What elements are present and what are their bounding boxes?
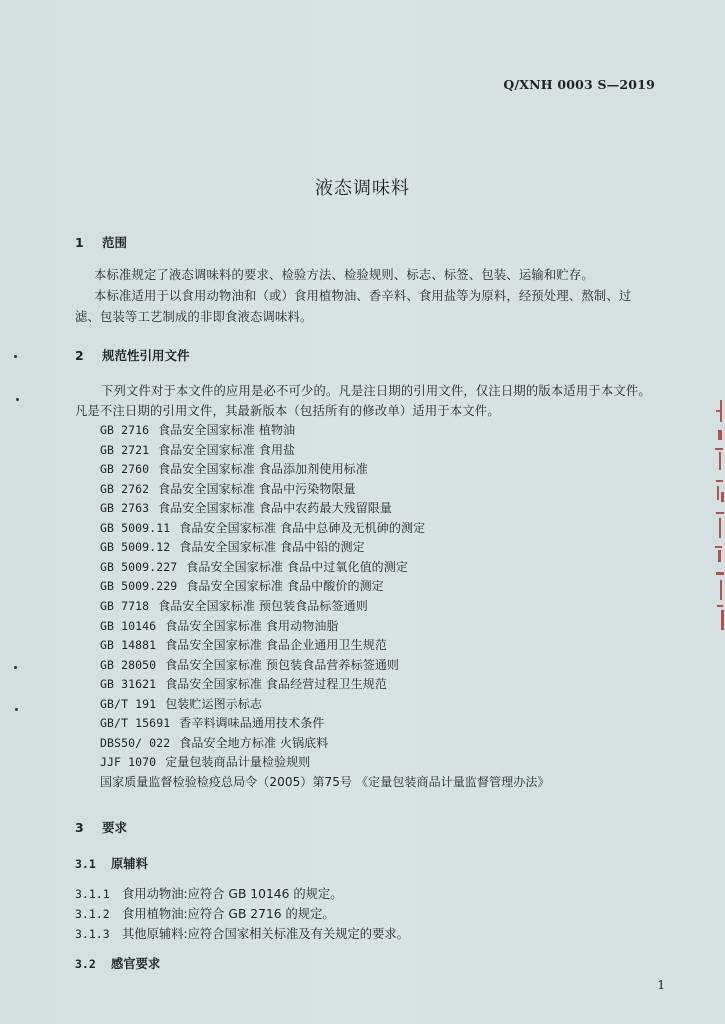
reference-code: GB 5009.227 [100, 559, 178, 574]
reference-title: 食品安全国家标准 食品中酸价的测定 [186, 579, 384, 594]
reference-title: 国家质量监督检验检疫总局令（2005）第75号 《定量包装商品计量监督管理办法》 [100, 774, 550, 789]
reference-code: GB 2716 [100, 423, 150, 437]
reference-item [100, 734, 328, 751]
paragraph: 下列文件对于本文件的应用是必不可少的。凡是注日期的引用文件，仅注日期的版本适用于本文件。 [101, 384, 651, 398]
reference-title: 食品安全地方标准 火锅底料 [179, 735, 329, 750]
reference-item [100, 480, 356, 497]
reference-item [100, 695, 262, 712]
seal-edge-graphic [713, 400, 725, 630]
reference-item [100, 577, 384, 594]
reference-code: GB 10146 [100, 618, 157, 633]
reference-code: GB 14881 [100, 638, 157, 652]
reference-item [100, 441, 295, 458]
reference-title: 食品安全国家标准 食用动物油脂 [165, 618, 339, 633]
reference-item [100, 636, 387, 653]
reference-title: 食品安全国家标准 食品经营过程卫生规范 [165, 677, 387, 692]
reference-title: 食品安全国家标准 食品企业通用卫生规范 [165, 638, 387, 652]
reference-title: 食品安全国家标准 预包装食品标签通则 [158, 599, 368, 613]
reference-title: 食品安全国家标准 食品中过氧化值的测定 [186, 559, 408, 574]
reference-title: 食品安全国家标准 预包装食品营养标签通则 [165, 657, 400, 672]
section-3-heading [75, 818, 127, 836]
scan-speck [16, 398, 19, 401]
reference-code: GB 5009.229 [100, 579, 178, 594]
reference-title: 香辛料调味品通用技术条件 [179, 716, 325, 731]
section-1-heading [75, 233, 127, 251]
scan-speck [14, 355, 17, 358]
reference-code: GB 5009.12 [100, 540, 171, 555]
clause-item [75, 924, 409, 942]
section-title: 要求 [102, 820, 128, 835]
reference-title: 食品安全国家标准 食品中总砷及无机砷的测定 [179, 520, 426, 535]
reference-code: GB 2721 [100, 442, 150, 457]
reference-item [100, 773, 550, 790]
paragraph: 凡是不注日期的引用文件，其最新版本（包括所有的修改单）适用于本文件。 [75, 404, 500, 418]
subsection-number: 3.2 [75, 957, 96, 971]
page-number: 1 [657, 978, 665, 992]
reference-code: JJF 1070 [100, 755, 157, 770]
section-title: 范围 [102, 235, 128, 250]
subsection-number: 3.1 [75, 857, 96, 871]
reference-code: GB 7718 [100, 599, 150, 613]
clause-text: 食用动物油:应符合 GB 10146 的规定。 [122, 887, 343, 901]
subsection-3-2-heading [75, 954, 160, 972]
section-2-heading [75, 346, 190, 364]
section-title: 规范性引用文件 [102, 348, 190, 363]
reference-item [100, 421, 295, 438]
paragraph: 滤、包装等工艺制成的非即食液态调味料。 [75, 310, 313, 324]
reference-item [100, 499, 392, 516]
paragraph: 本标准适用于以食用动物油和（或）食用植物油、香辛料、食用盐等为原料，经预处理、熬制、过 [94, 289, 632, 303]
reference-item [100, 714, 324, 731]
reference-code: GB 2762 [100, 481, 150, 496]
reference-title: 食品安全国家标准 食用盐 [158, 442, 296, 457]
reference-code: GB 31621 [100, 677, 157, 692]
reference-code: GB 28050 [100, 657, 157, 672]
reference-title: 包装贮运图示标志 [165, 696, 263, 711]
paragraph: 本标准规定了液态调味料的要求、检验方法、检验规则、标志、标签、包装、运输和贮存。 [94, 268, 594, 282]
reference-title: 定量包装商品计量检验规则 [165, 755, 311, 770]
reference-item [100, 656, 399, 673]
reference-title: 食品安全国家标准 食品中农药最大残留限量 [158, 501, 392, 516]
clause-text: 其他原辅料:应符合国家相关标准及有关规定的要求。 [122, 927, 409, 941]
reference-item [100, 460, 368, 477]
clause-item [75, 904, 335, 922]
reference-code: GB 5009.11 [100, 520, 171, 535]
scan-speck [15, 708, 18, 711]
subsection-title: 感官要求 [111, 957, 161, 971]
seal-edge [713, 400, 725, 630]
clause-text: 食用植物油:应符合 GB 2716 的规定。 [122, 907, 335, 921]
reference-title: 食品安全国家标准 食品添加剂使用标准 [158, 462, 368, 477]
section-number: 3 [75, 820, 84, 835]
reference-title: 食品安全国家标准 食品中污染物限量 [158, 481, 356, 496]
reference-title: 食品安全国家标准 食品中铅的测定 [179, 540, 365, 555]
clause-number: 3.1.2 [75, 907, 110, 921]
reference-item [100, 675, 387, 692]
clause-item [75, 884, 343, 902]
reference-code: GB/T 191 [100, 696, 157, 711]
reference-item [100, 597, 368, 614]
reference-code: GB/T 15691 [100, 716, 171, 731]
section-number: 2 [75, 348, 84, 363]
reference-item [100, 538, 365, 555]
standard-code: Q/XNH 0003 S—2019 [503, 77, 655, 92]
document-title: 液态调味料 [315, 178, 410, 199]
clause-number: 3.1.1 [75, 887, 110, 901]
reference-code: DBS50/ 022 [100, 735, 171, 750]
reference-code: GB 2760 [100, 462, 150, 477]
reference-code: GB 2763 [100, 501, 150, 516]
clause-number: 3.1.3 [75, 927, 110, 941]
subsection-title: 原辅料 [111, 857, 148, 871]
reference-item [100, 519, 425, 536]
scan-speck [14, 666, 17, 669]
subsection-3-1-heading [75, 854, 148, 872]
reference-title: 食品安全国家标准 植物油 [158, 423, 296, 437]
reference-item [100, 753, 310, 770]
reference-item [100, 558, 408, 575]
reference-item [100, 617, 339, 634]
section-number: 1 [75, 235, 84, 250]
